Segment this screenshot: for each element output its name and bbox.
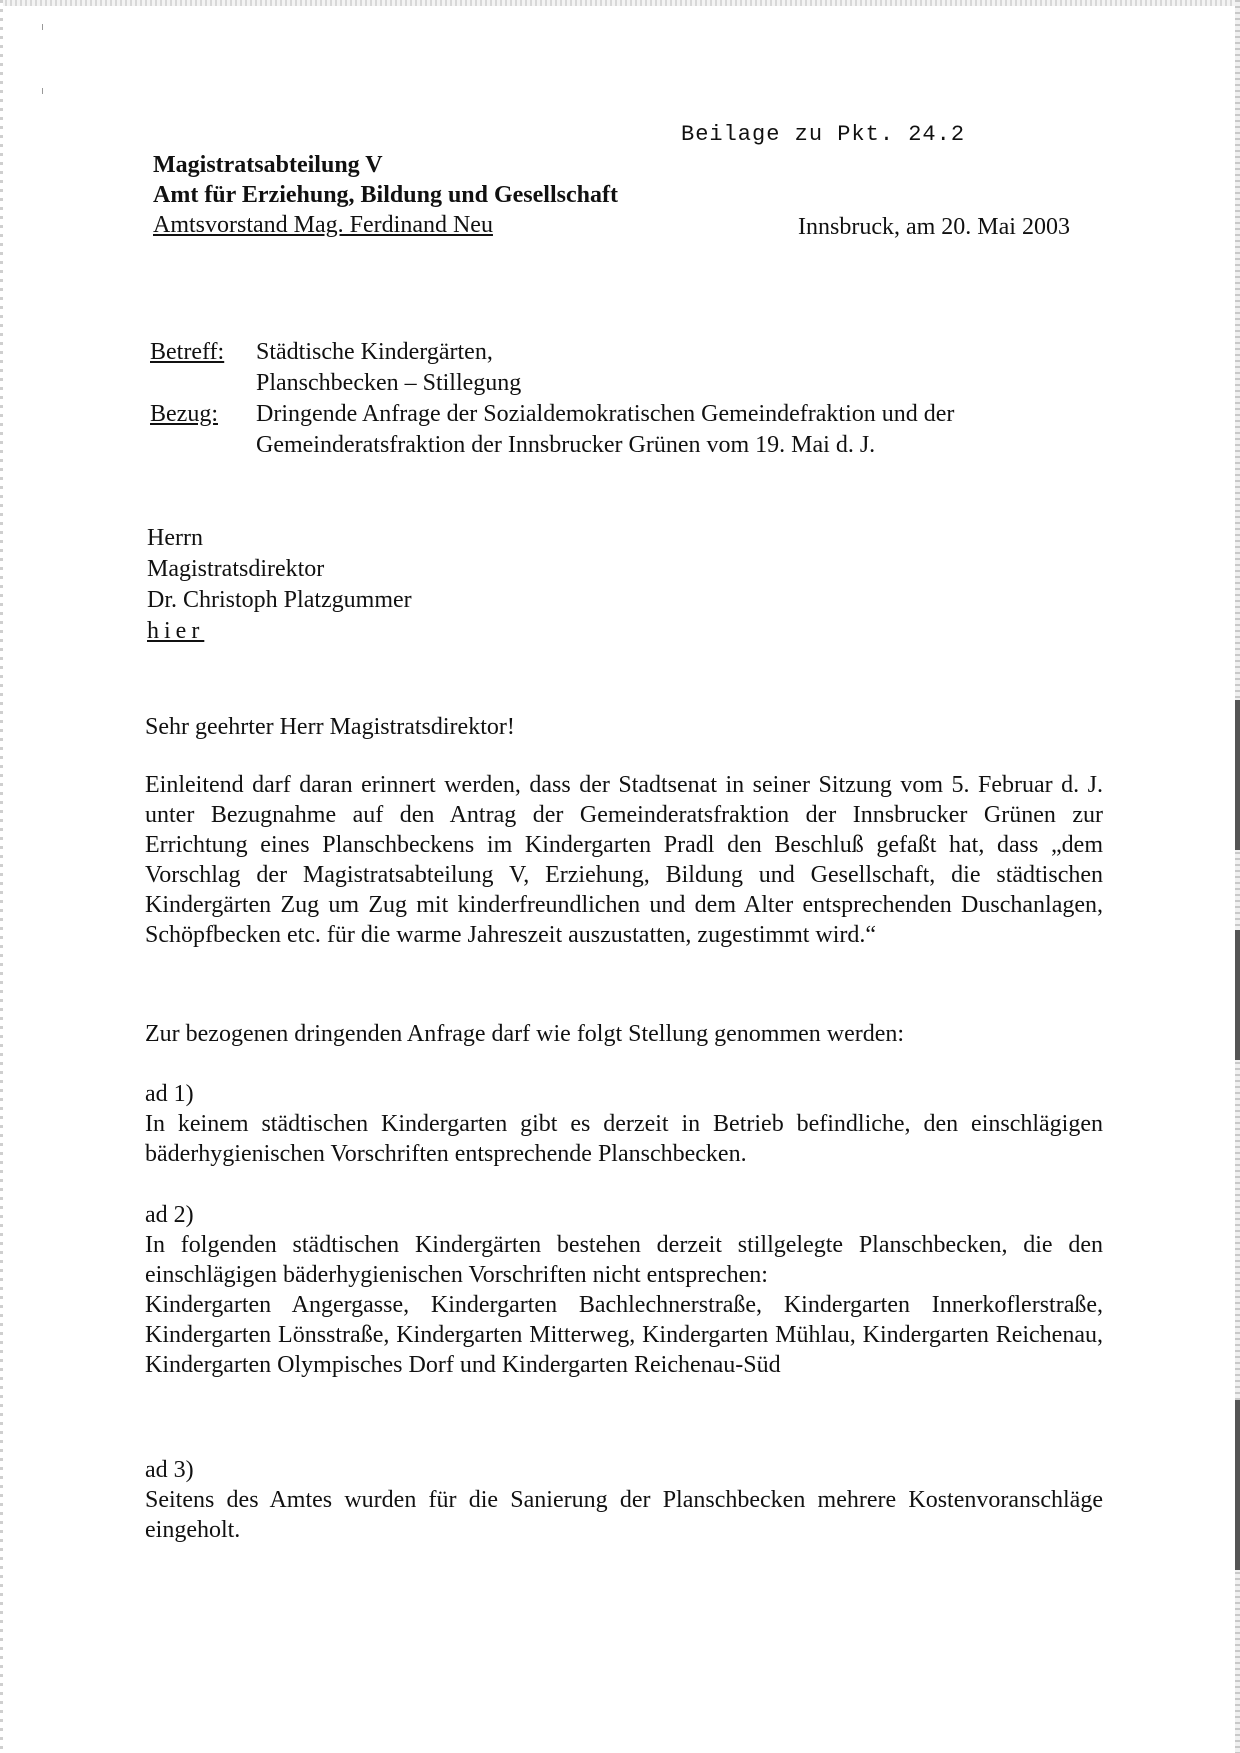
answer-text: In keinem städtischen Kindergarten gibt es derzeit in Betrieb befindliche, den einschlägigen bäderhygienischen Vorschriften entsprechende Planschbecken. bbox=[145, 1111, 1103, 1167]
recipient-location: hier bbox=[147, 618, 205, 644]
scan-edge-top bbox=[0, 0, 1240, 6]
recipient-block bbox=[147, 523, 412, 647]
subject-block bbox=[150, 337, 954, 461]
bezug-label: Bezug: bbox=[150, 401, 218, 427]
answer-1 bbox=[145, 1079, 1103, 1169]
sender-block bbox=[153, 150, 618, 240]
office: Amt für Erziehung, Bildung und Gesellschaft bbox=[153, 182, 618, 208]
scan-mark bbox=[1235, 700, 1240, 850]
intro-text: Einleitend darf daran erinnert werden, dass der Stadtsenat in seiner Sitzung vom 5. Februar d. J. unter Bezugnahme auf den Antrag der Gemeinderatsfraktion der Innsbrucker Grünen zur Errichtung eines Planschbeckens im Kindergarten Pradl den Beschluß gefaßt hat, dass „dem Vorschlag der Magistratsabteilung V, Erziehung, Bildung und Gesellschaft, die städtischen Kindergärten Zug um Zug mit kinderfreundlichen und dem Alter entsprechenden Duschanlagen, Schöpfbecken etc. für die warme Jahreszeit auszustatten, zugestimmt wird.“ bbox=[145, 772, 1103, 948]
answer-3 bbox=[145, 1455, 1103, 1545]
punch-mark bbox=[42, 88, 47, 94]
answer-text: In folgenden städtischen Kindergärten bestehen derzeit stillgelegte Planschbecken, die den einschlägigen bäderhygienischen Vorschriften nicht entsprechen: bbox=[145, 1232, 1103, 1288]
answer-label: ad 3) bbox=[145, 1457, 194, 1483]
answer-label: ad 1) bbox=[145, 1081, 194, 1107]
punch-mark bbox=[42, 24, 47, 30]
office-head: Amtsvorstand Mag. Ferdinand Neu bbox=[153, 212, 493, 238]
attachment-reference: Beilage zu Pkt. 24.2 bbox=[681, 122, 966, 147]
intro-paragraph bbox=[145, 770, 1103, 950]
statement-intro: Zur bezogenen dringenden Anfrage darf wie folgt Stellung genommen werden: bbox=[145, 1021, 905, 1047]
scan-mark bbox=[1235, 1400, 1240, 1570]
answer-label: ad 2) bbox=[145, 1202, 194, 1228]
scan-edge-left bbox=[0, 0, 3, 1753]
betreff-label: Betreff: bbox=[150, 339, 225, 365]
bezug-line: Dringende Anfrage der Sozialdemokratischen Gemeindefraktion und der bbox=[256, 401, 955, 427]
recipient-line: Magistratsdirektor bbox=[147, 556, 325, 582]
betreff-line: Städtische Kindergärten, bbox=[256, 339, 493, 365]
department: Magistratsabteilung V bbox=[153, 152, 383, 178]
salutation: Sehr geehrter Herr Magistratsdirektor! bbox=[145, 714, 515, 740]
scan-mark bbox=[1235, 930, 1240, 1060]
recipient-line: Herrn bbox=[147, 525, 203, 551]
date-line: Innsbruck, am 20. Mai 2003 bbox=[798, 214, 1070, 240]
recipient-line: Dr. Christoph Platzgummer bbox=[147, 587, 412, 613]
answer-text: Seitens des Amtes wurden für die Sanierung der Planschbecken mehrere Kostenvoranschläge eingeholt. bbox=[145, 1487, 1103, 1543]
answer-2 bbox=[145, 1200, 1103, 1380]
kindergarten-list: Kindergarten Angergasse, Kindergarten Bachlechnerstraße, Kindergarten Innerkoflerstraße, Kindergarten Lönsstraße, Kindergarten Mitterweg, Kindergarten Mühlau, Kindergarten Reichenau, Kindergarten Olympisches Dorf und Kindergarten Reichenau-Süd bbox=[145, 1292, 1103, 1378]
bezug-line: Gemeinderatsfraktion der Innsbrucker Grünen vom 19. Mai d. J. bbox=[256, 432, 876, 458]
betreff-line: Planschbecken – Stillegung bbox=[256, 370, 522, 396]
